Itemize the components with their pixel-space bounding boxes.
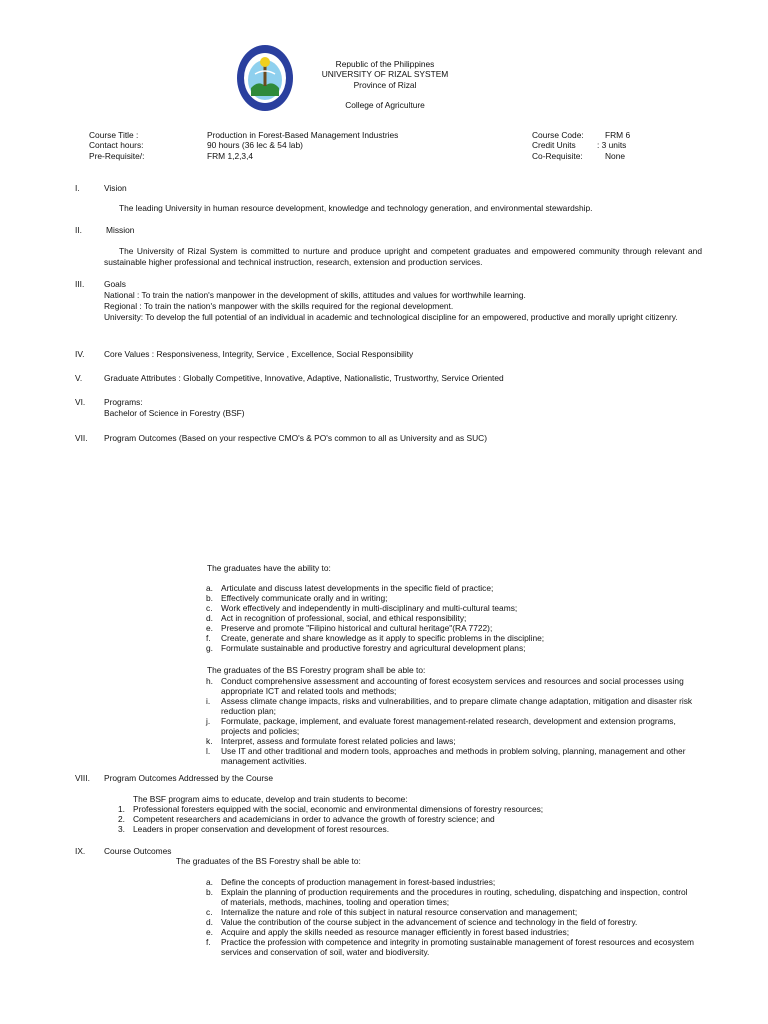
section-num-outcomes-addressed: VIII. — [75, 773, 90, 783]
list-item: h. Conduct comprehensive assessment and accounting of forest ecosystem services and resources and social processes using appropriate ICT and related tools and methods; — [206, 676, 684, 696]
list-item: j. Formulate, package, implement, and evaluate forest management-related research, development and extension programs, projects and policies; — [206, 716, 676, 736]
po-common-intro: The graduates have the ability to: — [207, 563, 331, 573]
goal-national: National : To train the nation's manpower in the development of skills, attitudes and values for worthwhile learning. — [104, 290, 526, 300]
course-outcomes-list — [206, 877, 696, 957]
course-code-value: FRM 6 — [605, 130, 631, 140]
header-college: College of Agriculture — [345, 100, 425, 110]
po-bsf-list — [206, 676, 696, 766]
section-title-goals: Goals — [104, 279, 126, 289]
goal-regional: Regional : To train the nation's manpower with the skills required for the regional development. — [104, 301, 454, 311]
list-item: f. Practice the profession with competence and integrity in promoting sustainable management of forest resources and ecosystem services and conservation of soil, water and biodiversity. — [206, 937, 694, 957]
list-item: k. Interpret, assess and formulate forest related policies and laws; — [206, 736, 456, 746]
section-title-vision: Vision — [104, 183, 127, 193]
list-item: a. Articulate and discuss latest developments in the specific field of practice; — [206, 583, 494, 593]
section-num-mission: II. — [75, 225, 82, 235]
section-title-outcomes-addressed: Program Outcomes Addressed by the Course — [104, 773, 273, 783]
list-item: i. Assess climate change impacts, risks and vulnerabilities, and to prepare climate change adaptation, mitigation and disaster risk reduction plan; — [206, 696, 693, 716]
list-item: a. Define the concepts of production management in forest-based industries; — [206, 877, 496, 887]
list-item: d. Act in recognition of professional, social, and ethical responsibility; — [206, 613, 467, 623]
mission-text: The University of Rizal System is committed to nurture and produce upright and competent graduates and empowered community through relevant and sustainable higher professional and technical instruction, research, extension and production services. — [104, 246, 702, 267]
po-bsf-intro: The graduates of the BS Forestry program shall be able to: — [207, 665, 426, 675]
section-num-course-outcomes: IX. — [75, 846, 86, 856]
credit-units-label: Credit Units — [532, 140, 576, 150]
bsf-aims-intro: The BSF program aims to educate, develop and train students to become: — [133, 794, 408, 804]
prerequisite-value: FRM 1,2,3,4 — [207, 151, 254, 161]
section-num-graduate-attributes: V. — [75, 373, 83, 383]
course-code-label: Course Code: — [532, 130, 584, 140]
section-title-program-outcomes: Program Outcomes (Based on your respective CMO's & PO's common to all as University and as SUC) — [104, 433, 487, 443]
list-item: g. Formulate sustainable and productive forestry and agricultural development plans; — [206, 643, 526, 653]
section-title-programs: Programs: — [104, 397, 143, 407]
list-item: b. Explain the planning of production requirements and the procedures in routing, scheduling, dispatching and inspection, control of materials, methods, machines, tooling and operation times; — [206, 887, 688, 907]
contact-hours-label: Contact hours: — [89, 140, 144, 150]
core-values-text: Core Values : Responsiveness, Integrity, Service , Excellence, Social Responsibility — [104, 349, 414, 359]
programs-text: Bachelor of Science in Forestry (BSF) — [104, 408, 245, 418]
goal-university: University: To develop the full potential of an individual in academic and technological discipline for an empowered, productive and morally upright citizenry. — [104, 312, 678, 322]
course-title-label: Course Title : — [89, 130, 139, 140]
contact-hours-value: 90 hours (36 lec & 54 lab) — [207, 140, 303, 150]
header-republic: Republic of the Philippines — [335, 59, 435, 69]
list-item: 1. Professional foresters equipped with the social, economic and environmental dimensions of forestry resources; — [118, 804, 544, 814]
list-item: 3. Leaders in proper conservation and development of forest resources. — [118, 824, 390, 834]
list-item: e. Acquire and apply the skills needed as resource manager efficiently in forest based industries; — [206, 927, 570, 937]
section-title-mission: Mission — [106, 225, 135, 235]
list-item: c. Internalize the nature and role of this subject in natural resource conservation and management; — [206, 907, 578, 917]
list-item: e. Preserve and promote "Filipino historical and cultural heritage"(RA 7722); — [206, 623, 493, 633]
header-university: UNIVERSITY OF RIZAL SYSTEM — [321, 69, 449, 79]
bsf-aims-list — [118, 804, 618, 834]
list-item: 2. Competent researchers and academicians in order to advance the growth of forestry science; and — [118, 814, 495, 824]
course-title-value: Production in Forest-Based Management Industries — [207, 130, 399, 140]
section-num-vision: I. — [75, 183, 80, 193]
list-item: b. Effectively communicate orally and in writing; — [206, 593, 388, 603]
corequisite-label: Co-Requisite: — [532, 151, 583, 161]
section-num-core-values: IV. — [75, 349, 85, 359]
prerequisite-label: Pre-Requisite/: — [89, 151, 145, 161]
corequisite-value: None — [605, 151, 626, 161]
vision-text: The leading University in human resource development, knowledge and technology generation, and environmental stewardship. — [119, 203, 593, 213]
section-title-course-outcomes: Course Outcomes — [104, 846, 172, 856]
course-outcomes-intro: The graduates of the BS Forestry shall be able to: — [176, 856, 361, 866]
university-seal-logo — [236, 44, 294, 112]
graduate-attributes-text: Graduate Attributes : Globally Competitive, Innovative, Adaptive, Nationalistic, Trustworthy, Service Oriented — [104, 373, 504, 383]
list-item: f. Create, generate and share knowledge as it apply to specific problems in the discipline; — [206, 633, 545, 643]
section-num-program-outcomes: VII. — [75, 433, 88, 443]
section-num-programs: VI. — [75, 397, 86, 407]
list-item: d. Value the contribution of the course subject in the advancement of science and technology in the field of forestry. — [206, 917, 638, 927]
list-item: l. Use IT and other traditional and modern tools, approaches and methods in problem solving, planning, management and other management activities. — [206, 746, 686, 766]
header-province: Province of Rizal — [353, 80, 417, 90]
credit-units-value: : 3 units — [597, 140, 627, 150]
section-num-goals: III. — [75, 279, 85, 289]
list-item: c. Work effectively and independently in multi-disciplinary and multi-cultural teams; — [206, 603, 518, 613]
po-common-list — [206, 583, 696, 653]
